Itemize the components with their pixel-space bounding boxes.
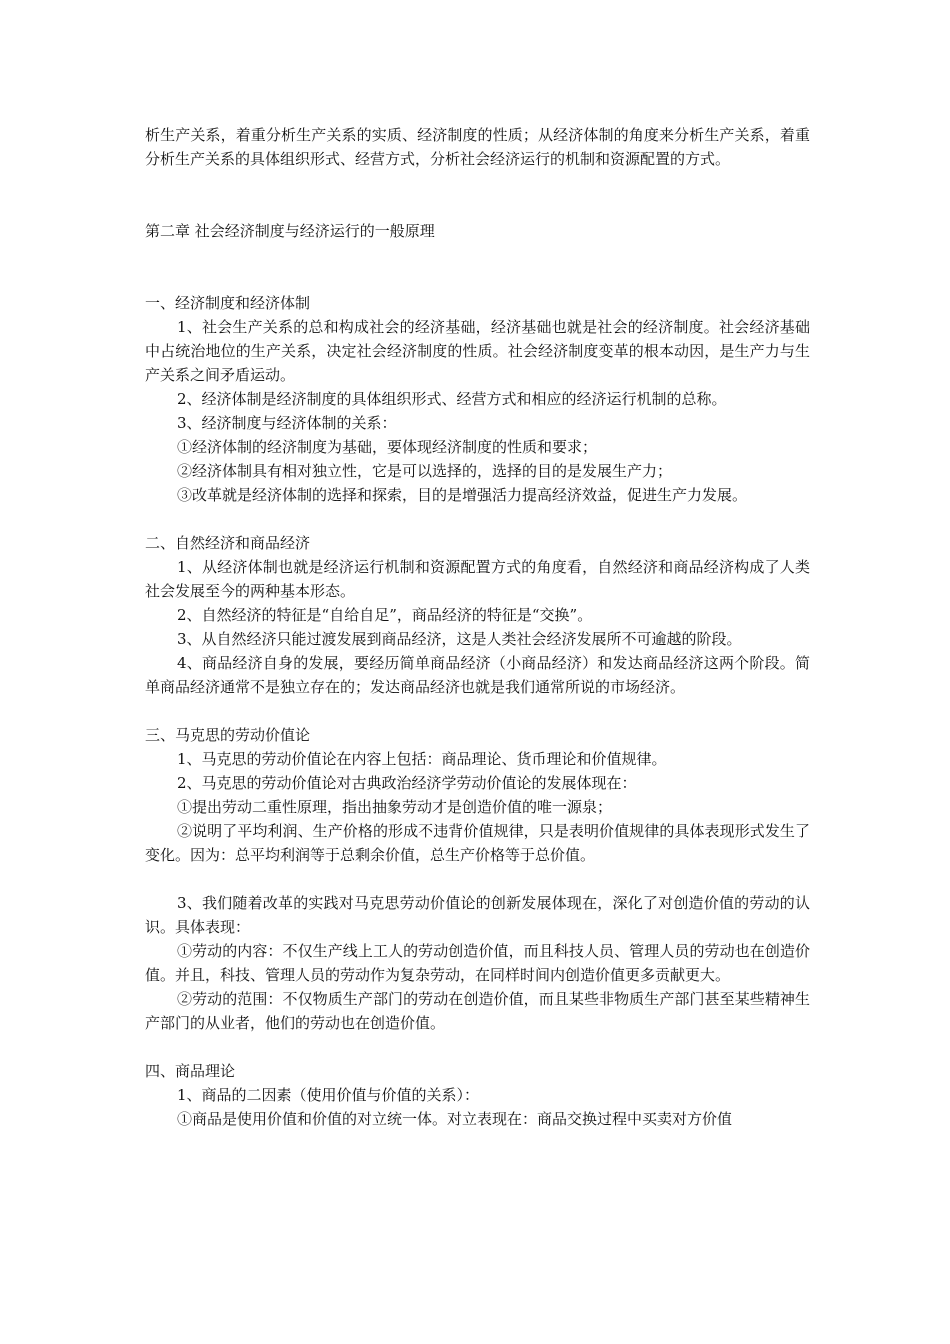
section-3-paragraph: 2、马克思的劳动价值论对古典政治经济学劳动价值论的发展体现在： bbox=[177, 774, 637, 792]
section-3-paragraph: 1、马克思的劳动价值论在内容上包括：商品理论、货币理论和价值规律。 bbox=[177, 750, 667, 768]
section-1-item: ①经济体制的经济制度为基础，要体现经济制度的性质和要求； bbox=[177, 438, 598, 456]
spacer bbox=[145, 699, 810, 723]
section-1-title: 一、经济制度和经济体制 bbox=[145, 294, 311, 312]
section-1-paragraph: 1、社会生产关系的总和构成社会的经济基础，经济基础也就是社会的经济制度。社会经济基础中占统治地位的生产关系，决定社会经济制度的性质。社会经济制度变革的根本动因，是生产力与生产关系之间矛盾运动。 bbox=[145, 318, 810, 384]
section-1-paragraph: 2、经济体制是经济制度的具体组织形式、经营方式和相应的经济运行机制的总称。 bbox=[177, 390, 727, 408]
section-3-item: ②说明了平均利润、生产价格的形成不违背价值规律，只是表明价值规律的具体表现形式发生了变化。因为：总平均利润等于总剩余价值，总生产价格等于总价值。 bbox=[145, 822, 810, 864]
section-2-paragraph: 2、自然经济的特征是“自给自足”，商品经济的特征是“交换”。 bbox=[177, 606, 593, 624]
section-2-paragraph: 1、从经济体制也就是经济运行机制和资源配置方式的角度看，自然经济和商品经济构成了人类社会发展至今的两种基本形态。 bbox=[145, 558, 810, 600]
section-4-title: 四、商品理论 bbox=[145, 1062, 236, 1080]
section-2-paragraph: 3、从自然经济只能过渡发展到商品经济，这是人类社会经济发展所不可逾越的阶段。 bbox=[177, 630, 742, 648]
section-1-item: ③改革就是经济体制的选择和探索，目的是增强活力提高经济效益，促进生产力发展。 bbox=[177, 486, 748, 504]
section-3-item: ①劳动的内容：不仅生产线上工人的劳动创造价值，而且科技人员、管理人员的劳动也在创造价值。并且，科技、管理人员的劳动作为复杂劳动，在同样时间内创造价值更多贡献更大。 bbox=[145, 942, 810, 984]
spacer bbox=[145, 507, 810, 531]
intro-paragraph: 析生产关系，着重分析生产关系的实质、经济制度的性质；从经济体制的角度来分析生产关系，着重分析生产关系的具体组织形式、经营方式，分析社会经济运行的机制和资源配置的方式。 bbox=[145, 126, 810, 168]
section-1-paragraph: 3、经济制度与经济体制的关系： bbox=[177, 414, 397, 432]
chapter-title: 第二章 社会经济制度与经济运行的一般原理 bbox=[145, 222, 435, 240]
section-2-paragraph: 4、商品经济自身的发展，要经历简单商品经济（小商品经济）和发达商品经济这两个阶段。简单商品经济通常不是独立存在的；发达商品经济也就是我们通常所说的市场经济。 bbox=[145, 654, 810, 696]
spacer bbox=[145, 1035, 810, 1059]
section-4-item: ①商品是使用价值和价值的对立统一体。对立表现在：商品交换过程中买卖对方价值 bbox=[177, 1110, 733, 1128]
spacer bbox=[145, 867, 810, 891]
spacer bbox=[145, 171, 810, 219]
section-1-item: ②经济体制具有相对独立性，它是可以选择的，选择的目的是发展生产力； bbox=[177, 462, 673, 480]
section-3-title: 三、马克思的劳动价值论 bbox=[145, 726, 311, 744]
section-2-title: 二、自然经济和商品经济 bbox=[145, 534, 311, 552]
section-3-paragraph: 3、我们随着改革的实践对马克思劳动价值论的创新发展体现在，深化了对创造价值的劳动的认识。具体表现： bbox=[145, 894, 810, 936]
section-4-paragraph: 1、商品的二因素（使用价值与价值的关系）： bbox=[177, 1086, 480, 1104]
document-page bbox=[145, 123, 810, 1131]
section-3-item: ①提出劳动二重性原理，指出抽象劳动才是创造价值的唯一源泉； bbox=[177, 798, 613, 816]
section-3-item: ②劳动的范围：不仅物质生产部门的劳动在创造价值，而且某些非物质生产部门甚至某些精神生产部门的从业者，他们的劳动也在创造价值。 bbox=[145, 990, 810, 1032]
spacer bbox=[145, 243, 810, 291]
